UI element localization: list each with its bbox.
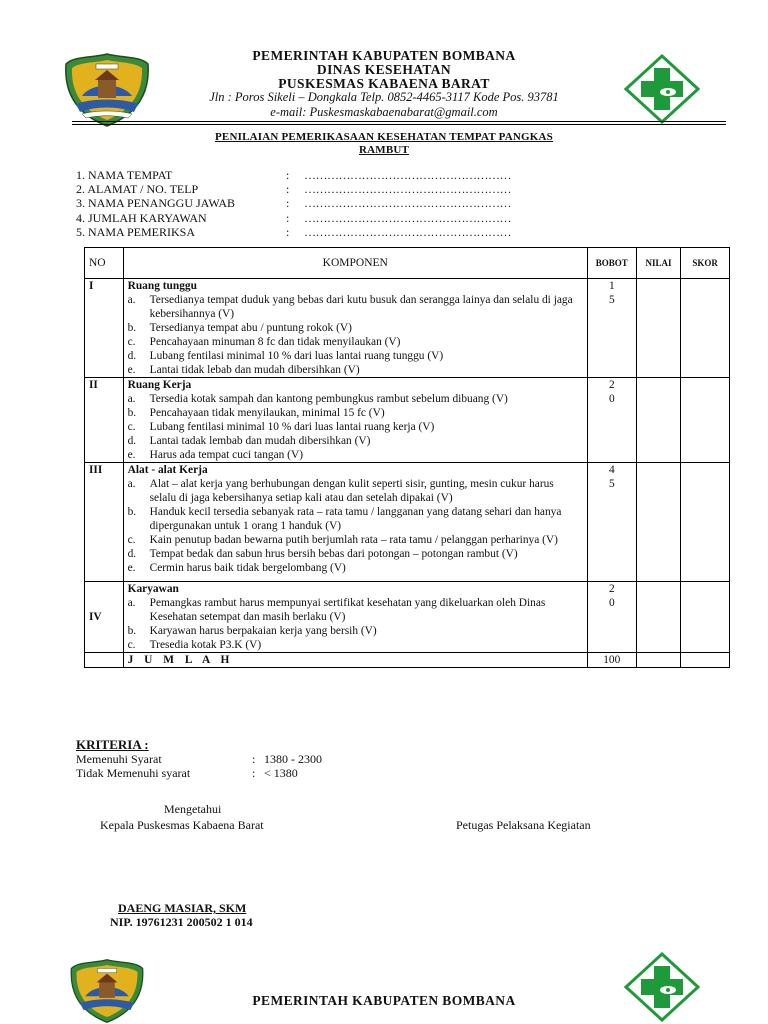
header-address: Jln : Poros Sikeli – Dongkala Telp. 0852-4465-3117 Kode Pos. 93781: [209, 90, 559, 104]
item-marker: c.: [127, 336, 136, 348]
list-item: [127, 561, 583, 575]
list-item: [127, 406, 583, 420]
kriteria-range: < 1380: [264, 766, 298, 780]
nilai-cell[interactable]: [636, 582, 681, 653]
section-number: I: [85, 279, 124, 378]
item-text: Karyawan harus berpakaian kerja yang bersih (V): [149, 625, 377, 637]
kriteria-label: Memenuhi Syarat: [76, 752, 162, 766]
health-cross-icon: [624, 54, 700, 124]
bobot-digit: 4: [608, 464, 615, 476]
signatory-name: DAENG MASIAR, SKM: [118, 901, 247, 915]
table-header-row: [85, 248, 730, 279]
item-text: Pencahayaan tidak menyilaukan, minimal 15 fc (V): [149, 407, 385, 419]
col-header-bobot: BOBOT: [587, 248, 636, 279]
section-content: [123, 463, 587, 582]
item-text: Harus ada tempat cuci tangan (V): [149, 449, 303, 461]
info-row-alamat: [76, 182, 544, 196]
document-title: [160, 131, 608, 157]
bobot-cell: [587, 582, 636, 653]
document-title-line-1: PENILAIAN PEMERIKASAAN KESEHATAN TEMPAT PANGKAS: [214, 131, 553, 143]
info-colon: :: [286, 210, 290, 225]
item-marker: d.: [127, 435, 137, 447]
item-marker: e.: [127, 449, 136, 461]
section-number: III: [85, 463, 124, 582]
header-agency: DINAS KESEHATAN: [316, 62, 452, 77]
table-row: [85, 279, 730, 378]
info-label: 4. JUMLAH KARYAWAN: [76, 210, 207, 225]
bobot-digit: 2: [608, 583, 615, 595]
item-text: Alat – alat kerja yang berhubungan dengan kulit seperti sisir, gunting, mesin cukur harus selalu di jaga kebersihanya setiap kali atau dan setelah dipakai (V): [149, 478, 554, 504]
bombana-emblem-icon: [62, 958, 152, 1024]
section-number: II: [85, 378, 124, 463]
section-title: Ruang Kerja: [127, 379, 192, 391]
item-text: Kain penutup badan bewarna putih berjumlah rata – rata tamu / pelanggan perharinya (V): [149, 534, 558, 546]
item-text: Cermin harus baik tidak bergelombang (V): [149, 562, 346, 574]
info-label: 1. NAMA TEMPAT: [76, 168, 173, 182]
skor-cell[interactable]: [681, 463, 730, 582]
list-item: [127, 505, 583, 533]
info-colon: :: [286, 168, 290, 182]
list-item: [127, 349, 583, 363]
item-text: Tresedia kotak P3.K (V): [149, 639, 262, 651]
item-marker: b.: [127, 322, 137, 334]
list-item: [127, 434, 583, 448]
section-items: [128, 596, 583, 652]
list-item: [127, 321, 583, 335]
total-skor-cell[interactable]: [681, 653, 730, 668]
item-marker: d.: [127, 350, 137, 362]
info-row-jumlah-karyawan: [76, 211, 544, 225]
info-row-penanggung-jawab: [76, 196, 544, 210]
item-marker: a.: [127, 393, 136, 405]
list-item: [127, 596, 583, 624]
header-divider: [72, 121, 726, 122]
item-marker: c.: [127, 639, 136, 651]
total-nilai-cell[interactable]: [636, 653, 681, 668]
item-text: Pencahayaan minuman 8 fc dan tidak menyilaukan (V): [149, 336, 401, 348]
kriteria-colon: :: [252, 766, 256, 780]
item-marker: c.: [127, 421, 136, 433]
total-row: [85, 653, 730, 668]
section-title: Karyawan: [127, 583, 179, 595]
col-header-nilai: NILAI: [636, 248, 681, 279]
section-content: [123, 279, 587, 378]
item-text: Lantai tidak lebab dan mudah dibersihkan (V): [149, 364, 360, 376]
bobot-digit: 0: [608, 393, 615, 405]
list-item: [127, 392, 583, 406]
info-colon: :: [286, 182, 290, 197]
col-header-skor: SKOR: [681, 248, 730, 279]
info-label: 5. NAMA PEMERIKSA: [76, 224, 196, 239]
list-item: [127, 624, 583, 638]
item-marker: b.: [127, 407, 137, 419]
info-row-nama-tempat: [76, 168, 544, 182]
header-email: e-mail: Puskesmaskabaenabarat@gmail.com: [270, 105, 498, 119]
section-items: [128, 293, 583, 377]
header-government: PEMERINTAH KABUPATEN BOMBANA: [252, 48, 516, 63]
kriteria-row: [76, 766, 322, 780]
skor-cell[interactable]: [681, 582, 730, 653]
bobot-digit: 0: [608, 597, 615, 609]
item-marker: b.: [127, 506, 137, 518]
item-marker: a.: [127, 478, 136, 490]
item-text: Pemangkas rambut harus mempunyai sertifikat kesehatan yang dikeluarkan oleh Dinas Kesehatan setempat dan masih berlaku (V): [149, 597, 546, 623]
list-item: [127, 533, 583, 547]
col-header-komponen: KOMPONEN: [123, 248, 587, 279]
item-marker: e.: [127, 562, 136, 574]
info-blank: ………………………………………………: [304, 196, 511, 211]
bobot-digit: 2: [608, 379, 615, 391]
assessment-table: [84, 247, 730, 668]
item-text: Lantai tadak lembab dan mudah dibersihkan (V): [149, 435, 371, 447]
kriteria-heading: KRITERIA :: [76, 737, 149, 752]
info-blank: ………………………………………………: [304, 168, 511, 182]
table-row: [85, 582, 730, 653]
signature-kepala-title: Kepala Puskesmas Kabaena Barat: [100, 818, 264, 832]
section-content: [123, 378, 587, 463]
item-text: Tersedianya tempat duduk yang bebas dari kutu busuk dan serangga lainya dan selalu di jaga kebersihannya (V): [149, 294, 573, 320]
col-header-no: NO: [85, 248, 124, 279]
signature-petugas-title: Petugas Pelaksana Kegiatan: [456, 818, 591, 832]
bobot-digit: 5: [608, 478, 615, 490]
info-fields: [76, 168, 544, 239]
list-item: [127, 420, 583, 434]
health-cross-icon: [624, 952, 700, 1022]
total-no-cell: [85, 653, 124, 668]
item-marker: a.: [127, 294, 136, 306]
kriteria-row: [76, 752, 322, 766]
document-title-line-2: RAMBUT: [358, 144, 410, 156]
list-item: [127, 363, 583, 377]
signatory-nip: NIP. 19761231 200502 1 014: [110, 915, 253, 929]
info-blank: ………………………………………………: [304, 210, 511, 225]
table-row: [85, 378, 730, 463]
bobot-cell: [587, 378, 636, 463]
item-marker: e.: [127, 364, 136, 376]
item-text: Tersedia kotak sampah dan kantong pembungkus rambut sebelum dibuang (V): [149, 393, 508, 405]
kriteria-block: [76, 738, 322, 780]
item-text: Lubang fentilasi minimal 10 % dari luas lantai ruang kerja (V): [149, 421, 435, 433]
info-label: 2. ALAMAT / NO. TELP: [76, 182, 199, 197]
header-puskesmas: PUSKESMAS KABAENA BARAT: [278, 76, 490, 91]
item-marker: d.: [127, 548, 137, 560]
bobot-cell: [587, 279, 636, 378]
total-label: J U M L A H: [123, 653, 587, 668]
list-item: [127, 448, 583, 462]
kriteria-range: 1380 - 2300: [264, 752, 322, 766]
item-marker: b.: [127, 625, 137, 637]
nilai-cell[interactable]: [636, 378, 681, 463]
total-bobot: 100: [587, 653, 636, 668]
list-item: [127, 547, 583, 561]
item-text: Lubang fentilasi minimal 10 % dari luas lantai ruang tunggu (V): [149, 350, 444, 362]
section-content: [123, 582, 587, 653]
section-title: Ruang tunggu: [127, 280, 197, 292]
bobot-digit: 1: [608, 280, 615, 292]
info-colon: :: [286, 196, 290, 211]
info-blank: ………………………………………………: [304, 224, 511, 239]
nilai-cell[interactable]: [636, 279, 681, 378]
info-colon: :: [286, 224, 290, 239]
kriteria-label: Tidak Memenuhi syarat: [76, 766, 191, 780]
info-label: 3. NAMA PENANGGU JAWAB: [76, 196, 236, 211]
info-blank: ………………………………………………: [304, 182, 511, 197]
item-text: Tersedianya tempat abu / puntung rokok (V): [149, 322, 352, 334]
nilai-cell[interactable]: [636, 463, 681, 582]
skor-cell[interactable]: [681, 279, 730, 378]
section-number: IV: [85, 582, 124, 653]
skor-cell[interactable]: [681, 378, 730, 463]
header-divider-thin: [72, 124, 726, 125]
footer-government: PEMERINTAH KABUPATEN BOMBANA: [252, 993, 516, 1008]
section-spacer: [128, 575, 583, 581]
list-item: [127, 293, 583, 321]
item-text: Handuk kecil tersedia sebanyak rata – rata tamu / langganan yang datang sehari dan hanya dipergunakan untuk 1 orang 1 handuk (V): [149, 506, 562, 532]
section-title: Alat - alat Kerja: [127, 464, 208, 476]
bobot-cell: [587, 463, 636, 582]
kriteria-colon: :: [252, 752, 256, 766]
item-marker: a.: [127, 597, 136, 609]
bobot-digit: 5: [608, 294, 615, 306]
item-text: Tempat bedak dan sabun hrus bersih bebas dari potongan – potongan rambut (V): [149, 548, 518, 560]
table-row: [85, 463, 730, 582]
info-row-pemeriksa: [76, 225, 544, 239]
list-item: [127, 335, 583, 349]
bombana-emblem-icon: [62, 52, 152, 128]
signature-mengetahui: Mengetahui: [164, 802, 222, 816]
list-item: [127, 638, 583, 652]
list-item: [127, 477, 583, 505]
section-items: [128, 392, 583, 462]
section-items: [128, 477, 583, 575]
item-marker: c.: [127, 534, 136, 546]
